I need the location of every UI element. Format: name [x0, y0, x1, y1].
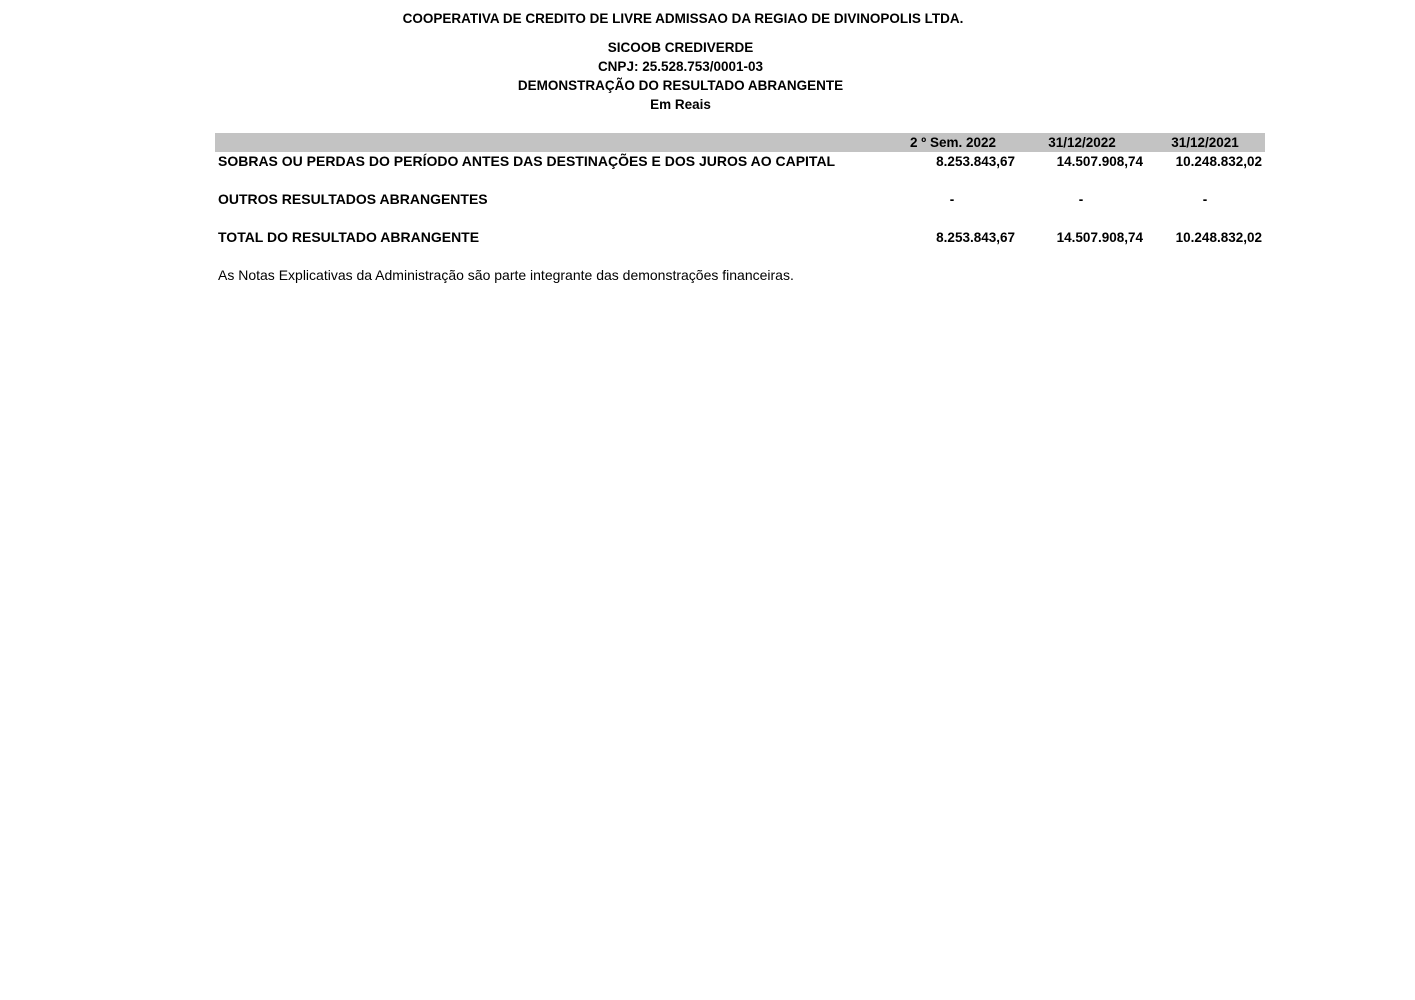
row-label-total: TOTAL DO RESULTADO ABRANGENTE [218, 229, 480, 245]
currency-unit: Em Reais [650, 97, 711, 112]
row-label-outros-resultados: OUTROS RESULTADOS ABRANGENTES [218, 191, 488, 207]
cooperative-name: SICOOB CREDIVERDE [607, 40, 754, 55]
value-total-2021: 10.248.832,02 [1175, 230, 1262, 245]
column-header-31-12-2021: 31/12/2021 [1171, 135, 1239, 150]
value-outros-2sem2022: - [949, 192, 955, 207]
company-name: COOPERATIVA DE CREDITO DE LIVRE ADMISSAO DA REGIAO DE DIVINOPOLIS LTDA. [402, 11, 964, 26]
column-header-2nd-semester-2022: 2 º Sem. 2022 [910, 135, 996, 150]
value-total-2022: 14.507.908,74 [1056, 230, 1143, 245]
value-outros-2022: - [1078, 192, 1084, 207]
value-sobras-2sem2022: 8.253.843,67 [936, 154, 1015, 169]
cnpj: CNPJ: 25.528.753/0001-03 [597, 59, 764, 74]
value-sobras-2022: 14.507.908,74 [1056, 154, 1143, 169]
column-header-31-12-2022: 31/12/2022 [1048, 135, 1116, 150]
value-total-2sem2022: 8.253.843,67 [936, 230, 1015, 245]
value-outros-2021: - [1202, 192, 1208, 207]
row-label-sobras: SOBRAS OU PERDAS DO PERÍODO ANTES DAS DESTINAÇÕES E DOS JUROS AO CAPITAL [218, 153, 836, 169]
explanatory-note: As Notas Explicativas da Administração são parte integrante das demonstrações financeiras. [218, 267, 794, 283]
statement-title: DEMONSTRAÇÃO DO RESULTADO ABRANGENTE [517, 78, 844, 93]
value-sobras-2021: 10.248.832,02 [1175, 154, 1262, 169]
